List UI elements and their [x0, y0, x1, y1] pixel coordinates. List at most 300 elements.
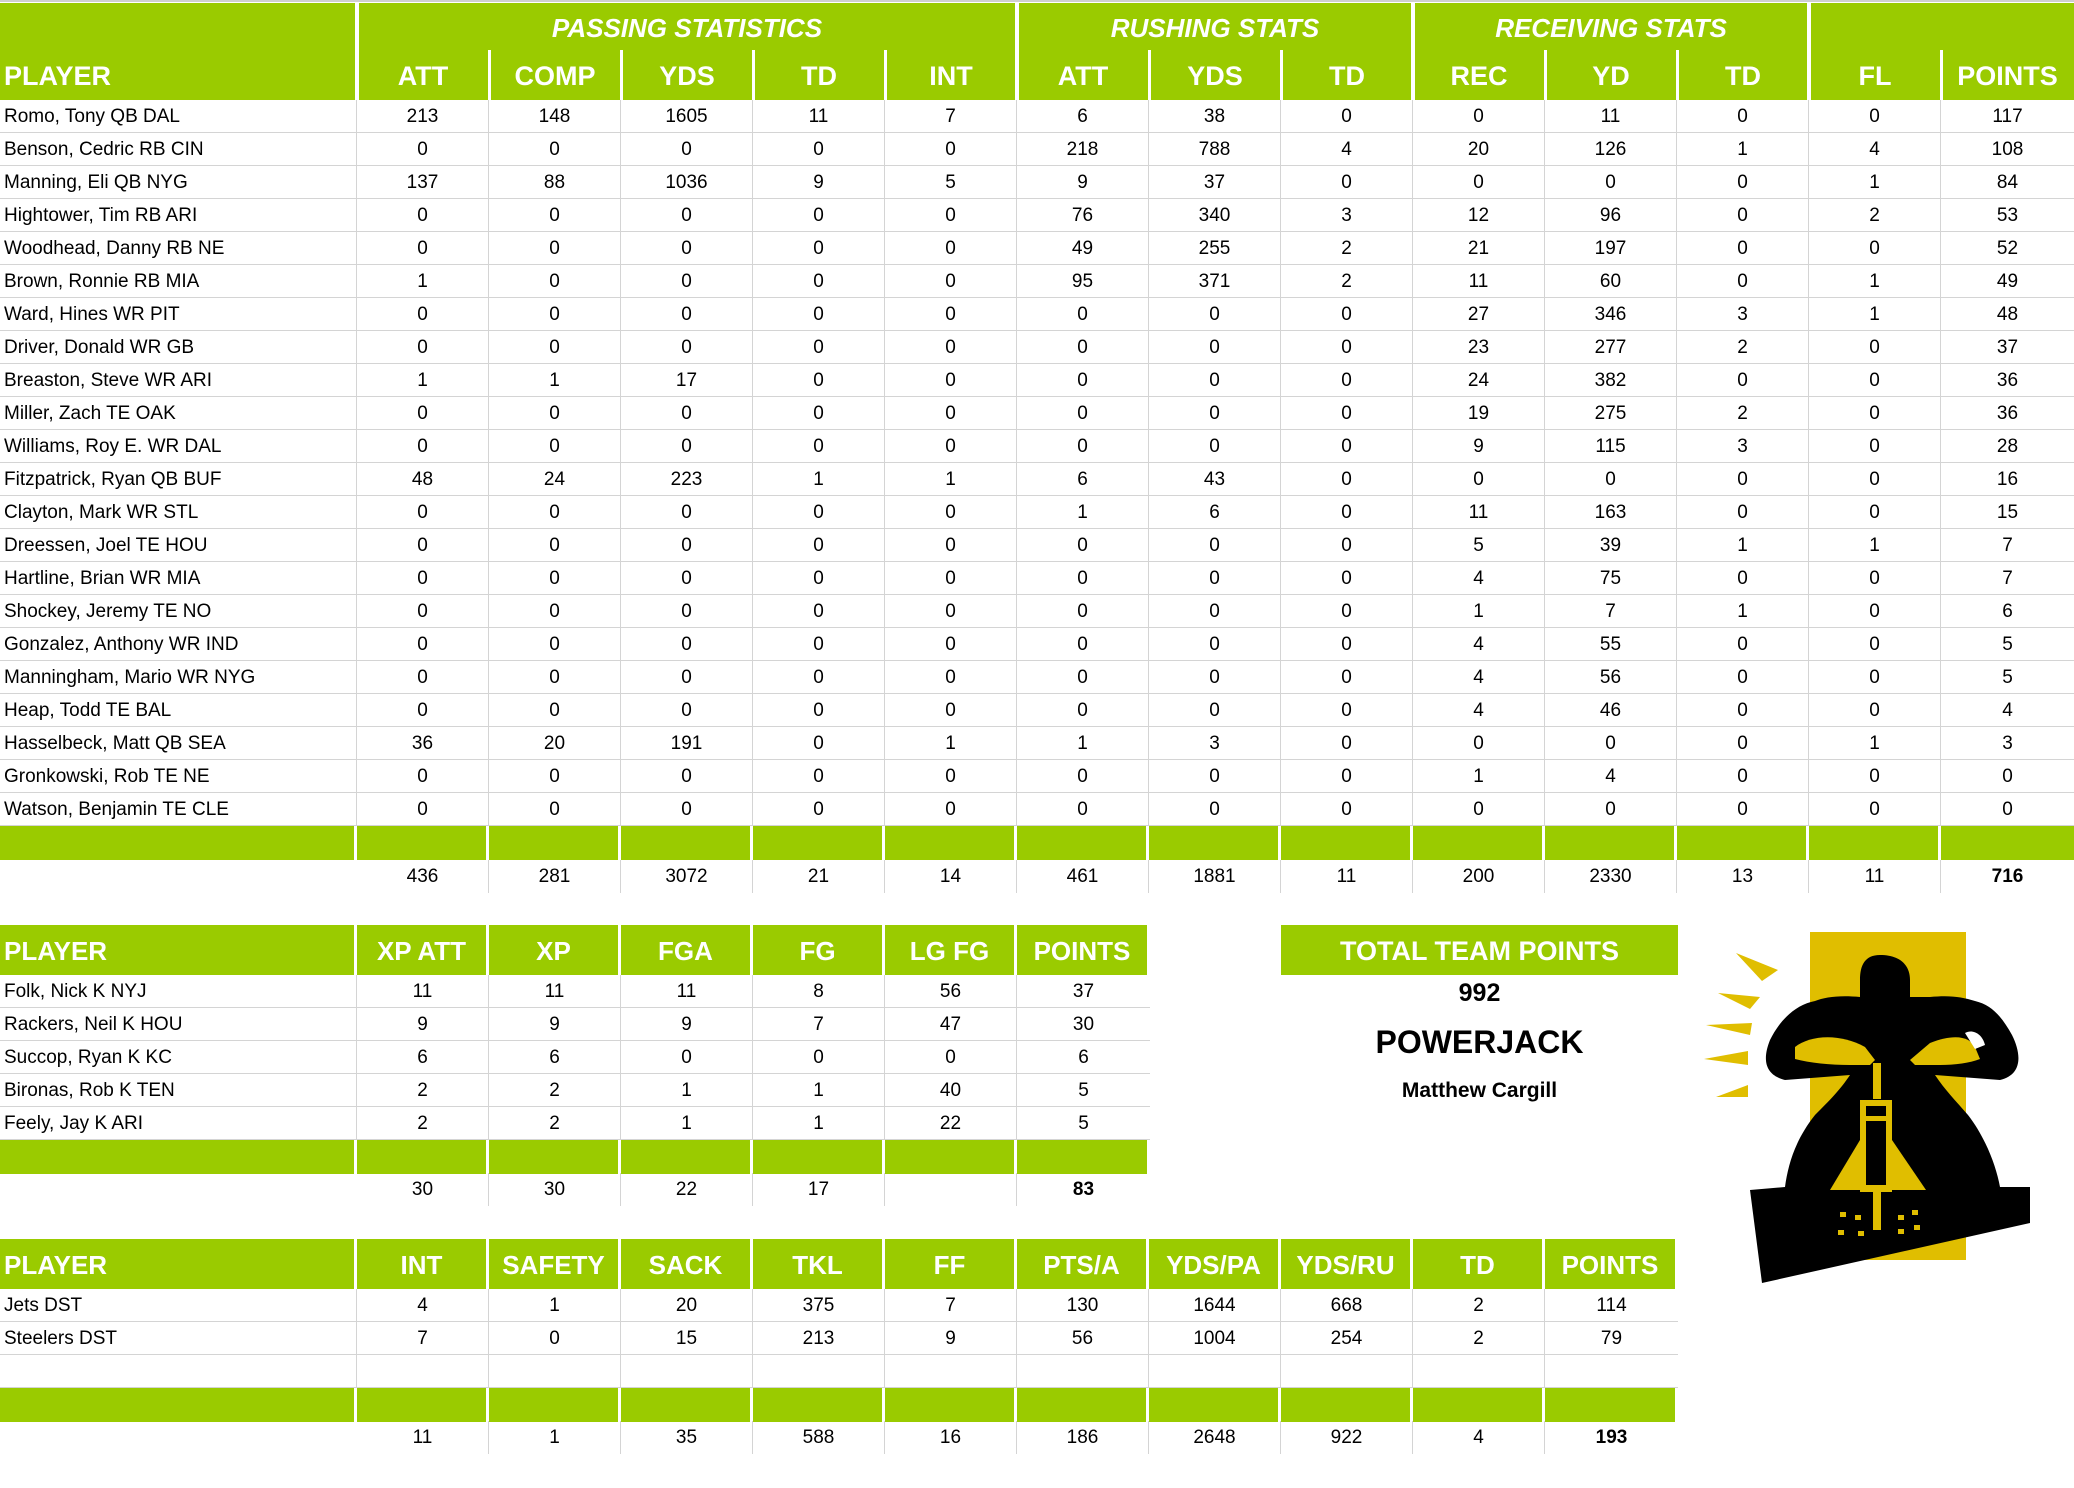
stat-cell: 0	[885, 1041, 1017, 1074]
stat-cell: 191	[621, 727, 753, 760]
stat-cell: 4	[1281, 133, 1413, 166]
stat-cell: 0	[357, 628, 489, 661]
header-divider	[1015, 3, 1019, 100]
player-name-cell: Hightower, Tim RB ARI	[0, 199, 357, 232]
stat-cell: 43	[1149, 463, 1281, 496]
stat-cell: 213	[357, 100, 489, 133]
table-row	[0, 430, 2074, 463]
stat-cell	[1149, 1355, 1281, 1388]
stat-cell	[1017, 1355, 1149, 1388]
total-cell: 11	[357, 1421, 489, 1454]
stat-cell: 4	[1941, 694, 2074, 727]
player-name-cell: Watson, Benjamin TE CLE	[0, 793, 357, 826]
stat-cell: 20	[1413, 133, 1545, 166]
stat-cell: 2	[357, 1074, 489, 1107]
table-row	[0, 1289, 1678, 1322]
stat-cell: 3	[1149, 727, 1281, 760]
stat-cell: 0	[1809, 100, 1941, 133]
stat-cell: 0	[357, 199, 489, 232]
player-name-cell: Brown, Ronnie RB MIA	[0, 265, 357, 298]
stat-cell: 0	[357, 331, 489, 364]
table-row	[0, 1074, 1150, 1107]
stat-cell: 20	[489, 727, 621, 760]
stat-cell: 4	[1413, 694, 1545, 727]
stat-cell: 0	[1809, 628, 1941, 661]
stat-cell: 0	[753, 430, 885, 463]
stat-cell: 0	[753, 628, 885, 661]
stat-cell: 0	[1017, 694, 1149, 727]
stat-cell: 0	[621, 793, 753, 826]
stat-cell: 0	[885, 562, 1017, 595]
stat-cell: 340	[1149, 199, 1281, 232]
stat-cell: 163	[1545, 496, 1677, 529]
header-divider	[1940, 50, 1943, 100]
stat-cell: 0	[357, 793, 489, 826]
stat-cell: 1036	[621, 166, 753, 199]
stat-cell: 0	[621, 232, 753, 265]
table-row	[0, 727, 2074, 760]
column-header-points: POINTS	[1017, 925, 1147, 975]
stat-cell: 5	[1413, 529, 1545, 562]
stat-cell: 0	[621, 298, 753, 331]
stat-cell: 56	[885, 975, 1017, 1008]
stat-cell: 0	[1677, 727, 1809, 760]
total-cell: 17	[753, 1173, 885, 1206]
player-name-cell: Woodhead, Danny RB NE	[0, 232, 357, 265]
stat-cell: 0	[1149, 661, 1281, 694]
stat-cell: 0	[1149, 595, 1281, 628]
stat-cell: 38	[1149, 100, 1281, 133]
stat-cell: 9	[1413, 430, 1545, 463]
stat-cell: 2	[1677, 397, 1809, 430]
stat-cell: 0	[885, 694, 1017, 727]
stat-cell: 1	[1809, 727, 1941, 760]
player-name-cell: Heap, Todd TE BAL	[0, 694, 357, 727]
column-header-fl: FL	[1858, 61, 1892, 91]
stat-cell: 0	[885, 232, 1017, 265]
table-row	[0, 1008, 1150, 1041]
stat-cell: 30	[1017, 1008, 1150, 1041]
total-cell: 21	[753, 860, 885, 893]
stat-cell: 0	[1809, 430, 1941, 463]
column-header-yds-ru: YDS/RU	[1281, 1239, 1410, 1289]
stat-cell: 0	[1809, 760, 1941, 793]
stat-cell	[1545, 1355, 1678, 1388]
stat-cell: 0	[885, 595, 1017, 628]
column-header-pts-a: PTS/A	[1017, 1239, 1146, 1289]
column-header-rec-yd: YD	[1592, 61, 1630, 91]
stat-cell: 0	[489, 793, 621, 826]
stat-cell: 218	[1017, 133, 1149, 166]
stat-cell: 0	[1809, 562, 1941, 595]
stat-cell: 0	[1017, 397, 1149, 430]
column-header-player: PLAYER	[0, 925, 354, 975]
stat-cell: 88	[489, 166, 621, 199]
stat-cell: 0	[1017, 298, 1149, 331]
stat-cell: 115	[1545, 430, 1677, 463]
stat-cell: 0	[1281, 397, 1413, 430]
table-row	[0, 529, 2074, 562]
stat-cell: 0	[1677, 760, 1809, 793]
stat-cell: 0	[753, 562, 885, 595]
column-header-safety: SAFETY	[489, 1239, 618, 1289]
player-name-cell: Gonzalez, Anthony WR IND	[0, 628, 357, 661]
stat-cell: 52	[1941, 232, 2074, 265]
total-cell: 83	[1072, 1179, 1095, 1200]
stat-cell: 0	[753, 1041, 885, 1074]
stat-cell: 5	[1941, 661, 2074, 694]
stat-cell: 0	[885, 793, 1017, 826]
stat-cell: 0	[1281, 298, 1413, 331]
player-name-cell: Rackers, Neil K HOU	[0, 1008, 357, 1041]
stat-cell: 0	[489, 265, 621, 298]
table-row	[0, 331, 2074, 364]
stat-cell: 0	[753, 661, 885, 694]
stat-cell: 0	[1281, 595, 1413, 628]
stat-cell: 2	[1413, 1289, 1545, 1322]
stat-cell: 0	[1149, 364, 1281, 397]
stat-cell: 0	[357, 496, 489, 529]
stat-cell: 79	[1545, 1322, 1678, 1355]
stat-cell: 0	[1677, 628, 1809, 661]
jackhammer-worker-logo-icon	[1700, 925, 2040, 1285]
stat-cell: 1	[489, 1289, 621, 1322]
stat-cell: 0	[1281, 430, 1413, 463]
stat-cell: 37	[1017, 975, 1150, 1008]
player-name-cell: Driver, Donald WR GB	[0, 331, 357, 364]
stat-cell	[489, 1355, 621, 1388]
group-header-receiving: RECEIVING STATS	[1495, 13, 1727, 43]
stat-cell: 0	[885, 496, 1017, 529]
stat-cell: 1	[753, 463, 885, 496]
table-row	[0, 562, 2074, 595]
stat-cell: 1605	[621, 100, 753, 133]
stat-cell: 0	[1149, 529, 1281, 562]
stat-cell: 0	[1809, 364, 1941, 397]
stat-cell: 6	[357, 1041, 489, 1074]
player-name-cell: Ward, Hines WR PIT	[0, 298, 357, 331]
total-cell: 4	[1413, 1421, 1545, 1454]
stat-cell: 0	[1281, 166, 1413, 199]
stat-cell: 0	[1281, 760, 1413, 793]
header-divider	[884, 50, 887, 100]
column-header-player: PLAYER	[4, 61, 112, 91]
stat-cell: 0	[1809, 496, 1941, 529]
stat-cell: 0	[1149, 397, 1281, 430]
stat-cell: 0	[489, 232, 621, 265]
stat-cell: 0	[1677, 694, 1809, 727]
stat-cell: 37	[1941, 331, 2074, 364]
stat-cell: 1	[1809, 265, 1941, 298]
stat-cell: 7	[885, 1289, 1017, 1322]
stat-cell: 0	[489, 1322, 621, 1355]
stat-cell: 0	[1413, 100, 1545, 133]
total-cell	[885, 1173, 1017, 1206]
stat-cell: 0	[1017, 628, 1149, 661]
defense-table-header	[0, 1239, 1675, 1289]
stat-cell: 0	[753, 529, 885, 562]
stat-cell: 5	[885, 166, 1017, 199]
stat-cell: 4	[1413, 628, 1545, 661]
stat-cell: 20	[621, 1289, 753, 1322]
stat-cell: 0	[1017, 331, 1149, 364]
stat-cell: 0	[1149, 628, 1281, 661]
stat-cell: 1	[357, 364, 489, 397]
stat-cell: 0	[1809, 793, 1941, 826]
stat-cell: 0	[753, 133, 885, 166]
header-divider	[1148, 50, 1151, 100]
stat-cell: 0	[753, 364, 885, 397]
stat-cell: 0	[489, 595, 621, 628]
player-name-cell: Williams, Roy E. WR DAL	[0, 430, 357, 463]
stat-cell: 0	[1677, 463, 1809, 496]
stat-cell: 15	[1941, 496, 2074, 529]
stat-cell: 4	[1413, 562, 1545, 595]
stat-cell: 5	[1017, 1074, 1150, 1107]
stat-cell: 0	[753, 595, 885, 628]
stat-cell: 9	[885, 1322, 1017, 1355]
stat-cell: 24	[489, 463, 621, 496]
total-cell: 3072	[621, 860, 753, 893]
stat-cell: 1	[1017, 727, 1149, 760]
total-cell: 2648	[1149, 1421, 1281, 1454]
total-cell: 1	[489, 1421, 621, 1454]
stat-cell: 24	[1413, 364, 1545, 397]
stat-cell: 0	[1677, 100, 1809, 133]
stat-cell: 126	[1545, 133, 1677, 166]
stat-cell: 75	[1545, 562, 1677, 595]
stat-cell: 1	[1017, 496, 1149, 529]
column-header-rec: REC	[1450, 61, 1508, 91]
total-cell: 22	[621, 1173, 753, 1206]
stat-cell: 0	[1809, 595, 1941, 628]
header-divider	[1676, 50, 1679, 100]
stat-cell: 1	[357, 265, 489, 298]
stat-cell: 96	[1545, 199, 1677, 232]
stat-cell: 60	[1545, 265, 1677, 298]
stat-cell: 254	[1281, 1322, 1413, 1355]
stat-cell: 0	[1809, 463, 1941, 496]
column-header-yds-pa: YDS/PA	[1149, 1239, 1278, 1289]
stat-cell: 2	[1281, 232, 1413, 265]
stat-cell: 0	[885, 430, 1017, 463]
stat-cell: 49	[1941, 265, 2074, 298]
table-row	[0, 595, 2074, 628]
column-header-rush-att: ATT	[1057, 61, 1109, 91]
header-divider	[1807, 3, 1811, 100]
stat-cell: 0	[885, 298, 1017, 331]
stat-cell: 2	[357, 1107, 489, 1140]
totals-label-cell	[0, 1173, 357, 1206]
stat-cell: 0	[489, 529, 621, 562]
stat-cell: 0	[357, 694, 489, 727]
stat-cell: 0	[753, 265, 885, 298]
stat-cell: 0	[753, 760, 885, 793]
stat-cell: 9	[753, 166, 885, 199]
stat-cell: 56	[1017, 1322, 1149, 1355]
table-row	[0, 1322, 1678, 1355]
table-row	[0, 463, 2074, 496]
totals-label-cell	[0, 1421, 357, 1454]
stat-cell: 382	[1545, 364, 1677, 397]
stat-cell: 0	[885, 364, 1017, 397]
stat-cell: 0	[1149, 760, 1281, 793]
stat-cell: 0	[1017, 364, 1149, 397]
player-name-cell: Bironas, Rob K TEN	[0, 1074, 357, 1107]
stat-cell: 0	[1281, 727, 1413, 760]
stat-cell: 0	[1941, 760, 2074, 793]
stat-cell: 0	[489, 199, 621, 232]
stat-cell: 108	[1941, 133, 2074, 166]
stat-cell: 0	[1281, 331, 1413, 364]
stat-cell: 4	[357, 1289, 489, 1322]
total-cell: 2330	[1545, 860, 1677, 893]
stat-cell: 1	[885, 463, 1017, 496]
stat-cell: 0	[1545, 166, 1677, 199]
stat-cell: 55	[1545, 628, 1677, 661]
column-header-int: INT	[357, 1239, 486, 1289]
stat-cell: 0	[753, 199, 885, 232]
total-cell: 716	[1991, 866, 2024, 887]
stat-cell: 0	[1281, 529, 1413, 562]
stat-cell: 788	[1149, 133, 1281, 166]
stat-cell: 0	[489, 331, 621, 364]
stat-cell: 0	[1281, 694, 1413, 727]
stat-cell: 0	[489, 133, 621, 166]
stat-cell: 0	[1281, 100, 1413, 133]
stat-cell: 0	[357, 298, 489, 331]
stat-cell: 0	[885, 397, 1017, 430]
column-header-fg: FG	[753, 925, 882, 975]
stat-cell: 0	[1413, 727, 1545, 760]
total-cell: 11	[1281, 860, 1413, 893]
team-name: POWERJACK	[1375, 1024, 1584, 1060]
stat-cell: 2	[1281, 265, 1413, 298]
stat-cell: 0	[489, 397, 621, 430]
stat-cell: 0	[1677, 199, 1809, 232]
total-cell: 922	[1281, 1421, 1413, 1454]
stat-cell: 1	[1809, 166, 1941, 199]
stat-cell: 0	[1677, 496, 1809, 529]
table-row	[0, 760, 2074, 793]
stat-cell: 11	[1545, 100, 1677, 133]
table-row	[0, 364, 2074, 397]
stat-cell: 0	[753, 793, 885, 826]
stat-cell: 0	[357, 595, 489, 628]
stat-cell: 0	[621, 331, 753, 364]
stat-cell: 11	[1413, 265, 1545, 298]
stat-cell: 1	[621, 1074, 753, 1107]
stat-cell: 197	[1545, 232, 1677, 265]
team-owner: Matthew Cargill	[1401, 1079, 1558, 1102]
stat-cell: 8	[753, 975, 885, 1008]
player-name-cell: Succop, Ryan K KC	[0, 1041, 357, 1074]
table-row	[0, 133, 2074, 166]
stat-cell: 0	[753, 727, 885, 760]
stat-cell: 1	[1413, 760, 1545, 793]
total-cell: 436	[357, 860, 489, 893]
stat-cell: 5	[1941, 628, 2074, 661]
table-row	[0, 793, 2074, 826]
table-row	[0, 166, 2074, 199]
stat-cell: 0	[489, 694, 621, 727]
stat-cell: 0	[357, 562, 489, 595]
stat-cell: 53	[1941, 199, 2074, 232]
stat-cell: 0	[1545, 793, 1677, 826]
stat-cell: 114	[1545, 1289, 1678, 1322]
stat-cell: 0	[489, 430, 621, 463]
stat-cell	[621, 1355, 753, 1388]
stat-cell: 6	[1017, 100, 1149, 133]
total-cell: 30	[357, 1173, 489, 1206]
stat-cell	[1413, 1355, 1545, 1388]
stat-cell: 0	[885, 133, 1017, 166]
kicker-table-totals-row	[0, 1173, 1150, 1206]
stat-cell: 1	[753, 1074, 885, 1107]
stat-cell: 1	[489, 364, 621, 397]
stat-cell: 7	[1941, 529, 2074, 562]
stat-cell: 0	[1809, 661, 1941, 694]
stat-cell: 11	[489, 975, 621, 1008]
player-name-cell: Steelers DST	[0, 1322, 357, 1355]
stat-cell: 2	[489, 1107, 621, 1140]
stat-cell: 7	[885, 100, 1017, 133]
stat-cell: 0	[357, 430, 489, 463]
stat-cell: 3	[1677, 430, 1809, 463]
stat-cell: 0	[1677, 166, 1809, 199]
stat-cell: 0	[1941, 793, 2074, 826]
stat-cell: 0	[885, 628, 1017, 661]
group-header-passing: PASSING STATISTICS	[551, 13, 823, 43]
column-header-xp: XP	[489, 925, 618, 975]
stat-cell: 0	[1017, 529, 1149, 562]
stat-cell: 0	[621, 562, 753, 595]
player-name-cell: Gronkowski, Rob TE NE	[0, 760, 357, 793]
header-divider	[1544, 50, 1547, 100]
column-header-td: TD	[1413, 1239, 1542, 1289]
stat-cell: 0	[1149, 298, 1281, 331]
column-header-points: POINTS	[1957, 61, 2058, 91]
main-table-separator-bar	[0, 826, 2074, 860]
stat-cell: 0	[357, 760, 489, 793]
stat-cell: 0	[1677, 232, 1809, 265]
stat-cell: 2	[489, 1074, 621, 1107]
stat-cell: 0	[621, 760, 753, 793]
stat-cell: 56	[1545, 661, 1677, 694]
stat-cell: 0	[1677, 793, 1809, 826]
column-header-xp-att: XP ATT	[357, 925, 486, 975]
table-row	[0, 298, 2074, 331]
stat-cell: 0	[753, 397, 885, 430]
stat-cell: 0	[1149, 331, 1281, 364]
stat-cell: 0	[1809, 331, 1941, 364]
stat-cell	[357, 1355, 489, 1388]
stat-cell: 0	[1809, 694, 1941, 727]
stat-cell: 0	[1677, 562, 1809, 595]
column-header-player: PLAYER	[0, 1239, 354, 1289]
column-header-rec-td: TD	[1725, 61, 1761, 91]
kicker-table-separator-bar	[0, 1140, 1147, 1174]
stat-cell: 95	[1017, 265, 1149, 298]
stat-cell: 0	[1017, 661, 1149, 694]
stat-cell: 11	[753, 100, 885, 133]
kicker-table-header	[0, 925, 1147, 975]
stat-cell: 148	[489, 100, 621, 133]
table-row	[0, 496, 2074, 529]
stat-cell: 1644	[1149, 1289, 1281, 1322]
stat-cell: 0	[885, 265, 1017, 298]
total-cell: 1881	[1149, 860, 1281, 893]
